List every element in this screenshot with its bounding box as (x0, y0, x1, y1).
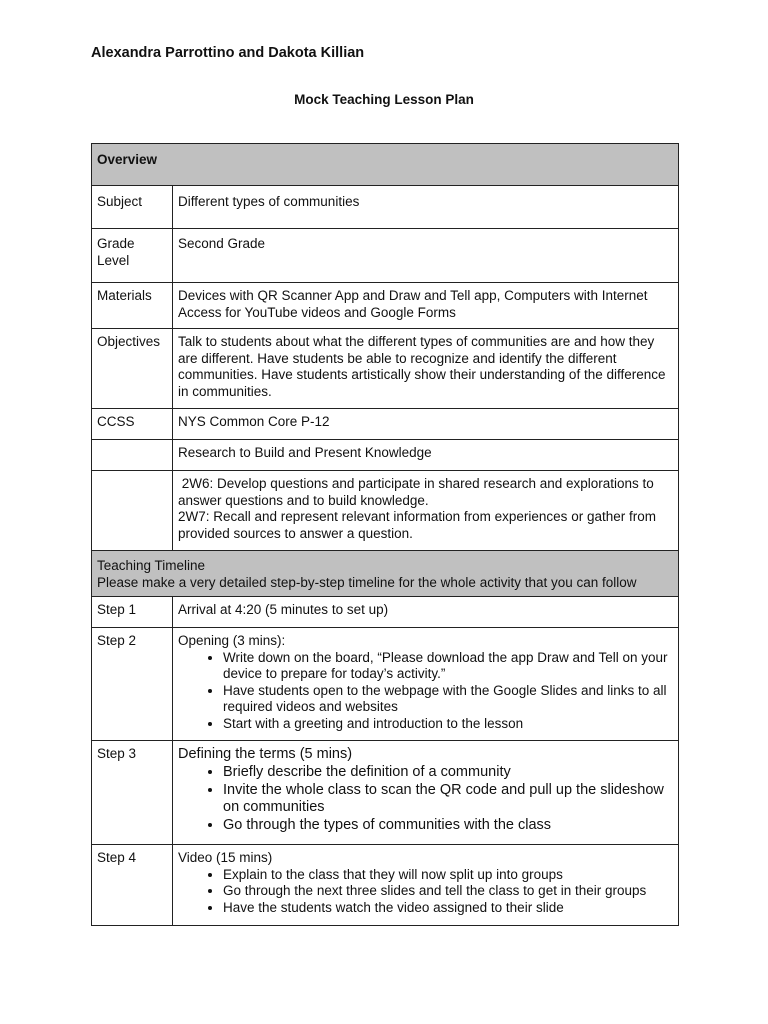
objectives-value: Talk to students about what the different types of communities are and how they are different. Have students be able to recognize and identify the different communities. Have students artistically show their understanding of the difference in communities. (173, 329, 679, 409)
list-item: • Have the students watch the video assigned to their slide (223, 900, 673, 917)
list-item: • Have students open to the webpage with the Google Slides and links to all required videos and websites (223, 683, 673, 716)
step-4-title: Video (15 mins) (178, 850, 273, 865)
ccss-label: CCSS (92, 409, 173, 440)
ccss-standards-detail-row (92, 471, 679, 551)
step-4-label: Step 4 (92, 845, 173, 926)
timeline-header-row (92, 551, 679, 597)
ccss-strand: Research to Build and Present Knowledge (173, 440, 679, 471)
subject-value: Different types of communities (173, 186, 679, 229)
overview-heading: Overview (92, 144, 679, 186)
step-1-label: Step 1 (92, 597, 173, 628)
list-item: • Invite the whole class to scan the QR code and pull up the slideshow on communities (223, 782, 673, 817)
step-3-list (178, 764, 673, 835)
list-item: • Write down on the board, “Please download the app Draw and Tell on your device to prepare for today’s activity.” (223, 650, 673, 683)
list-item: • Go through the types of communities with the class (223, 817, 673, 835)
list-item: • Go through the next three slides and tell the class to get in their groups (223, 883, 673, 900)
step-2-label: Step 2 (92, 628, 173, 741)
list-item: • Start with a greeting and introduction to the lesson (223, 716, 673, 733)
step-2-list (178, 650, 673, 733)
list-item: • Explain to the class that they will now split up into groups (223, 867, 673, 884)
materials-label: Materials (92, 283, 173, 329)
step-3-row (92, 741, 679, 845)
step-3-label: Step 3 (92, 741, 173, 845)
overview-header-row (92, 144, 679, 186)
ccss-standard-2w7: 2W7: Recall and represent relevant information from experiences or gather from provided sources to answer a question. (178, 509, 656, 541)
grade-row (92, 229, 679, 283)
objectives-row (92, 329, 679, 409)
list-item: • Briefly describe the definition of a community (223, 764, 673, 782)
step-1-title: Arrival at 4:20 (5 minutes to set up) (173, 597, 679, 628)
ccss-strand-row (92, 440, 679, 471)
materials-row (92, 283, 679, 329)
step-3-content (173, 741, 679, 845)
step-2-content (173, 628, 679, 741)
step-1-row (92, 597, 679, 628)
materials-value: Devices with QR Scanner App and Draw and Tell app, Computers with Internet Access for YouTube videos and Google Forms (173, 283, 679, 329)
timeline-header-cell (92, 551, 679, 597)
grade-label: Grade Level (92, 229, 173, 283)
timeline-instruction: Please make a very detailed step-by-step timeline for the whole activity that you can follow (97, 574, 637, 590)
lesson-plan-table (91, 143, 679, 926)
ccss-standard-2w6: 2W6: Develop questions and participate in shared research and explorations to answer questions and to build knowledge. (178, 476, 658, 508)
subject-row (92, 186, 679, 229)
ccss-standards-detail (173, 471, 679, 551)
step-2-row (92, 628, 679, 741)
ccss-strand-empty-cell (92, 440, 173, 471)
document-title: Mock Teaching Lesson Plan (294, 92, 474, 107)
step-4-list (178, 867, 673, 917)
ccss-detail-empty-cell (92, 471, 173, 551)
author-names: Alexandra Parrottino and Dakota Killian (91, 45, 365, 61)
ccss-standard: NYS Common Core P-12 (173, 409, 679, 440)
timeline-heading: Teaching Timeline (97, 558, 206, 573)
objectives-label: Objectives (92, 329, 173, 409)
ccss-row (92, 409, 679, 440)
subject-label: Subject (92, 186, 173, 229)
grade-value: Second Grade (173, 229, 679, 283)
step-2-title: Opening (3 mins): (178, 633, 286, 648)
step-3-title: Defining the terms (5 mins) (178, 746, 353, 762)
step-4-content (173, 845, 679, 926)
step-4-row (92, 845, 679, 926)
